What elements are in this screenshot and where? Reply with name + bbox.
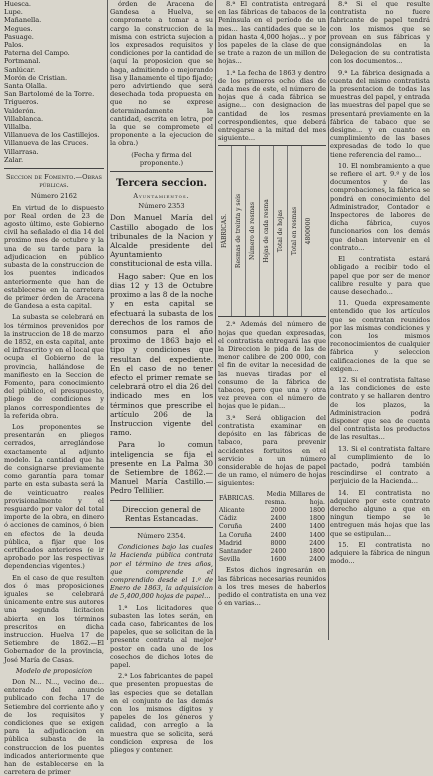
place-item: Santa Olalla. xyxy=(4,82,48,91)
paragraph: (Fecha y firma del proponente.) xyxy=(131,150,192,167)
paragraph: El contratista estará obligado a recibir todo el papel que por ser de menor calibre resulte y para que cause desechado... xyxy=(330,255,430,296)
conditions-title: Condiciones bajo las cuales la Hacienda pública contrata por el término de tres años, que comprende el comprendido desde el 1.º de Enero de 1863, la adquisicion de 5,400,000 hojas de papel... xyxy=(110,543,213,601)
place-item: Paterna del Campo. xyxy=(4,49,70,58)
place-item: Pasuage. xyxy=(4,32,34,41)
table-col: FÁBRICAS. xyxy=(218,146,232,316)
model-title: Modelo de proposicion xyxy=(15,666,93,675)
notice-number: Número 2353 xyxy=(138,202,185,211)
notice-number: Número 2354. xyxy=(137,531,186,540)
divider xyxy=(4,168,104,169)
table-header: Media resma. xyxy=(264,490,287,506)
paragraph: 13. Si el contratista faltare al cumplimiento de lo pactado, podrá también rescindirse el contrato a perjuicio de la Hacienda... xyxy=(330,444,430,486)
place-item: Morón de Cristian. xyxy=(4,73,68,82)
paragraph: 1.ª La fecha de 1863 y dentro de los primeros ocho dias de cada mes de este, el número de hojas que á cada fábrica se asigne... con designacion de cantidad de los resmas correspondientes, que deberá entregarse a la mitad del mes siguiente... xyxy=(218,68,326,143)
paragraph: 2.ª Los fabricantes de papel que presenten propuestas de las especies que se detallan en el conjunto de las demás con los mismos dígitos y papeles de los géneros y calidad, con arreglo a la muestra que se solicita, será condicion expresa de los pliegos y contener. xyxy=(110,672,213,755)
table-row: Sevilla 1600 2400 xyxy=(219,556,325,564)
paragraph: 11. Queda expresamente entendido que los artículos que se contratan reunidos por las mismas condiciones y con los mismos reconocimientos de cualquier fábrica y seleccion calificaciones de la que se exigen... xyxy=(330,299,430,373)
column-rule xyxy=(328,0,329,640)
place-list xyxy=(4,0,104,164)
place-item: San Bartolomé de la Torre. xyxy=(4,90,95,99)
paragraph: órden de Aracena de Gandesa a Huelva, se compromete a tomar a su cargo la construccion de la misma con estricta sujecion a los expresados requisitos y condiciones por la cantidad de (aquí la proposicion que se haga, admitiendo o mejorando lisa y llanamente el tipo fijado; pero advirtiendo que será desechada toda propuesta en que no se exprese determinadamente la cantidad, escrita en letra, por la que se compromete el proponente a la ejecucion de la obra.) xyxy=(110,0,213,148)
table-row: La Coruña 2400 1400 xyxy=(219,531,325,539)
place-item: Zalar. xyxy=(4,155,24,164)
paragraph: En virtud de lo dispuesto por Real orden de 23 de agosto último, este Gobierno civil ha señalado el dia 14 del proximo mes de octubre y la una de su tarde para la adjudicacion en público subasta de la construccion de los puentes indicados anteriormente que han de establecerse en la carretera de primer órden de Aracena de Gandesa a esta capital. xyxy=(4,203,104,311)
paragraph: 15. El contratista no adquiere la fábrica de ningun modo... xyxy=(330,540,430,566)
table-row: Cádiz 2400 1800 xyxy=(219,515,325,523)
column-2 xyxy=(110,0,213,755)
place-item: Portmanal. xyxy=(4,57,41,66)
announcement: Don Manuel María del Castillo abogado de los tribunales de la Nacion y Alcalde presidente del Ayuntamiento constitucional de esta villa. xyxy=(110,213,213,269)
paragraph: Hago saber: Que en los dias 12 y 13 de Octubre proximo a las 8 de la noche y en esta capital se efectuará la subasta de los derechos de los ramos de consumos para el año proximo de 1863 bajo el tipo y condiciones que resultan del expediente. En el caso de no tener efecto el primer remate se celebrará otro el dia 26 del indicado mes en los términos que prescribe el artículo 206 de la Instruccion vigente del ramo. xyxy=(110,271,213,438)
column-1 xyxy=(4,0,104,776)
table-row: Santander 2400 1800 xyxy=(219,547,325,555)
place-item: Valderón. xyxy=(4,106,36,115)
divider xyxy=(110,527,213,528)
rotated-table xyxy=(218,145,326,317)
place-item: Villarrasa. xyxy=(4,147,39,156)
paragraph: 10. El nombramiento a que se refiere el art. 9.º y de los documentos y de las comprobaciones, la fábrica se pondrá en conocimiento del Administrador, Contador e Inspectores de labores de dicha fábrica, cuyos funcionarios con los demás que deban intervenir en el contrato... xyxy=(330,161,430,252)
section-title: Seccion de Fomento.—Obras públicas. xyxy=(6,173,102,190)
column-4 xyxy=(330,0,430,640)
paragraph: 12. Si el contratista faltase a las condiciones de este contrato y se hallaren dentro de los plazos, la Administracion podrá disponer que sea de cuenta del contratista los productos de las resultas... xyxy=(330,375,430,442)
divider xyxy=(110,171,213,172)
table-col: Total de hojas xyxy=(274,146,288,316)
paragraph: 3.ª Será obligacion del contratista examinar en depósito en las fábricas de tabaco, para prevenir accidentes fortuitos en el servicio a un número considerable de hojas de papel de un ramo, el número de hojas siguientes: xyxy=(218,413,326,488)
place-item: Villanueva de las Cruces. xyxy=(4,139,89,148)
paragraph: 1.ª Los licitadores que subasten las lotes serán, en cada caso, fabricantes de los papeles, que se solicitan de la presente contrata al mejor postor en cada uno de los cosechos de dichos lotes de papel. xyxy=(110,603,213,670)
place-item: Palos. xyxy=(4,41,24,50)
paragraph: 2.ª Además del número de hojas que quedan expresadas, el contratista entregará las que la Direccion le pida de las de menor calibre de 200 000, con el fin de evitar la necesidad de las nuevas tiradas por el consumo de la fábrica de tabacos, pero que una y otra vez prevea con el número de hojas que le pidan... xyxy=(218,320,326,411)
column-rule xyxy=(107,0,108,640)
place-item: Mañanella. xyxy=(4,16,42,25)
table-col: Total en resmas xyxy=(288,146,302,316)
paragraph: La subasta se celebrará en los términos prevenidos por la instruccion de 18 de marzo de 1852, en esta capital, ante el infrascrito y en el local que ocupa el Gobierno de la provincia, hallándose de manifiesto en la Seccion de Fomento, para conocimiento del público, el presupuesto, pliego de condiciones y planos correspondientes de la referida obra. xyxy=(4,313,104,420)
paragraph: Los proponentes se presentarán en pliegos cerrados, arreglándose exactamente al adjunto modelo. La cantidad que ha de consignarse previamente como garantía para tomar parte en esta subasta será la de veinticuatro reales provisionalmente y el resguardo por valor del total importe de la obra, en dinero ó acciones de caminos, ó bien en efectos de la deuda pública, a fijar que los certificados anteriores (e ir aprobado por las respectivas dependencias vigentes.) xyxy=(4,422,104,571)
paragraph: 14. El contratista no adquiere por este contrato derecho alguno a que en ningun tiempo se le entreguen más hojas que las que se estipulan... xyxy=(330,488,430,538)
paragraph: Don N... N..., vecino de... enterado del anuncio publicado con fecha 17 de Setiembre del corriente año y de los requisitos y condiciones que se exigen para la adjudicacion en pública subasta de la construccion de los puentes indicados anteriormente que han de establecerse en la carretera de primer xyxy=(4,678,104,776)
table-col: Número de resmas xyxy=(246,146,260,316)
place-item: Villalba. xyxy=(4,123,32,132)
fabricas-table xyxy=(218,491,326,565)
place-item: Lupe. xyxy=(4,8,23,17)
table-row: Madrid 8000 2400 xyxy=(219,539,325,547)
paragraph: 8.ª Si el que resulte contratista no fuere fabricante de papel tendrá con los mismos que se provean en sus fábricas y consignándolas en la Delegacion de su contratista con los documentos... xyxy=(330,0,430,66)
table-header: Millares de hoja. xyxy=(289,490,325,506)
place-item: Sanlúcar. xyxy=(4,65,36,74)
column-3 xyxy=(218,0,326,640)
paragraph: 8.ª El contratista entregará en las fábricas de tabacos de la Península en el período de un mes... las cantidades que se le pidan hasta 4,000 hojas... y por los papeles de la clase de que se trate a razon de un millon de hojas... xyxy=(218,0,326,66)
table-header: FÁBRICAS. xyxy=(219,494,255,502)
paragraph: Para lo comun inteligencia se fija el presente en La Palma 30 de Setiembre de 1862.—Manuel María Castillo.—Pedro Tellilier. xyxy=(110,440,213,496)
divider xyxy=(110,500,213,501)
table-col: Hojas de cada resma xyxy=(260,146,274,316)
paragraph: En el caso de que resulten dos ó mas proposiciones iguales se celebrará únicamente entre sus autores una segunda licitacion abierta en los términos prescritos en dicha instruccion. Huelva 17 de Setiembre de 1862.—El Gobernador de la provincia, José María de Casas. xyxy=(4,573,104,664)
table-col: 4800000 xyxy=(304,218,312,245)
section-heading: Tercera seccion. xyxy=(116,178,207,190)
table-col: Resmas de treinta y seis xyxy=(232,146,246,316)
paragraph: Estos dichos ingresarán en las fábricas necesarias reunidos a los tres meses de haberlos pedido el contratista en una vez ó en varias... xyxy=(218,566,326,608)
place-item: Megues. xyxy=(4,24,33,33)
place-item: Trigueros. xyxy=(4,98,39,107)
section-subheading: Ayuntamientos. xyxy=(133,192,190,201)
table-row: Alicante 2000 1800 xyxy=(219,506,325,514)
paragraph: 9.ª La fábrica designada a cuenta del mismo contratista la presentacion de todas las muestras del papel, y entrada las muestras del papel que se presentará previamente en la fábrica de tabaco que se designe... y en cuanto en cumplimiento de las bases expresadas de todo lo que tiene referencia del ramo... xyxy=(330,68,430,159)
table-row: Coruña 2400 1400 xyxy=(219,523,325,531)
column-rule xyxy=(215,0,216,640)
place-item: Villanueva de los Castillejos. xyxy=(4,131,100,140)
notice-number: Número 2162 xyxy=(30,192,78,201)
place-item: Villablanca. xyxy=(4,114,44,123)
direccion-title: Direccion general de Rentas Estancadas. xyxy=(122,504,201,523)
place-item: Huesca. xyxy=(4,0,32,8)
